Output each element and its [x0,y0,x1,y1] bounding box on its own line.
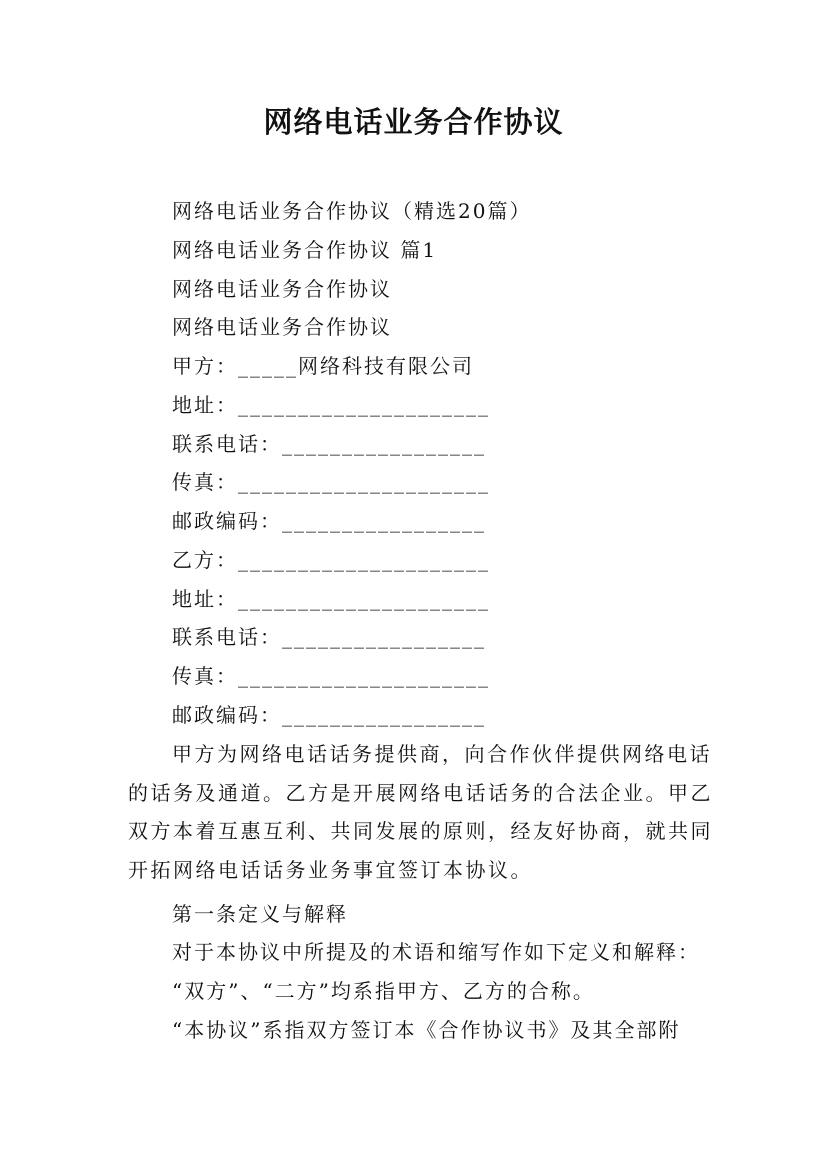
intro-paragraph: 甲方为网络电话话务提供商，向合作伙伴提供网络电话的话务及通道。乙方是开展网络电话话务的合法企业。甲乙双方本着互惠互利、共同发展的原则，经友好协商，就共同开拓网络电话话务业务事宜签订本协议。 [128,742,713,882]
party-b-fax: 传真：_____________________ [172,664,490,688]
party-a-fax: 传真：_____________________ [172,470,490,494]
party-a-address: 地址：_____________________ [172,393,490,417]
definition-item-2: “本协议”系指双方签订本《合作协议书》及其全部附 [172,1018,681,1042]
doc-heading: 网络电话业务合作协议 [172,277,392,301]
party-b-name: 乙方：_____________________ [172,548,490,572]
definition-intro: 对于本协议中所提及的术语和缩写作如下定义和解释： [172,940,700,964]
party-b-address: 地址：_____________________ [172,587,490,611]
party-b-phone: 联系电话：_________________ [172,625,486,649]
party-a-postcode: 邮政编码：_________________ [172,509,486,533]
doc-chapter-label: 网络电话业务合作协议 篇1 [172,238,438,262]
document-title: 网络电话业务合作协议 [263,105,564,139]
definition-item-1: “双方”、“二方”均系指甲方、乙方的合称。 [172,979,595,1003]
party-a-phone: 联系电话：_________________ [172,432,486,456]
section-heading: 第一条定义与解释 [172,902,348,926]
party-b-postcode: 邮政编码：_________________ [172,703,486,727]
doc-subtitle: 网络电话业务合作协议（精选20篇） [172,199,532,223]
doc-heading-repeat: 网络电话业务合作协议 [172,315,392,339]
party-a-name: 甲方：_____网络科技有限公司 [172,354,474,378]
